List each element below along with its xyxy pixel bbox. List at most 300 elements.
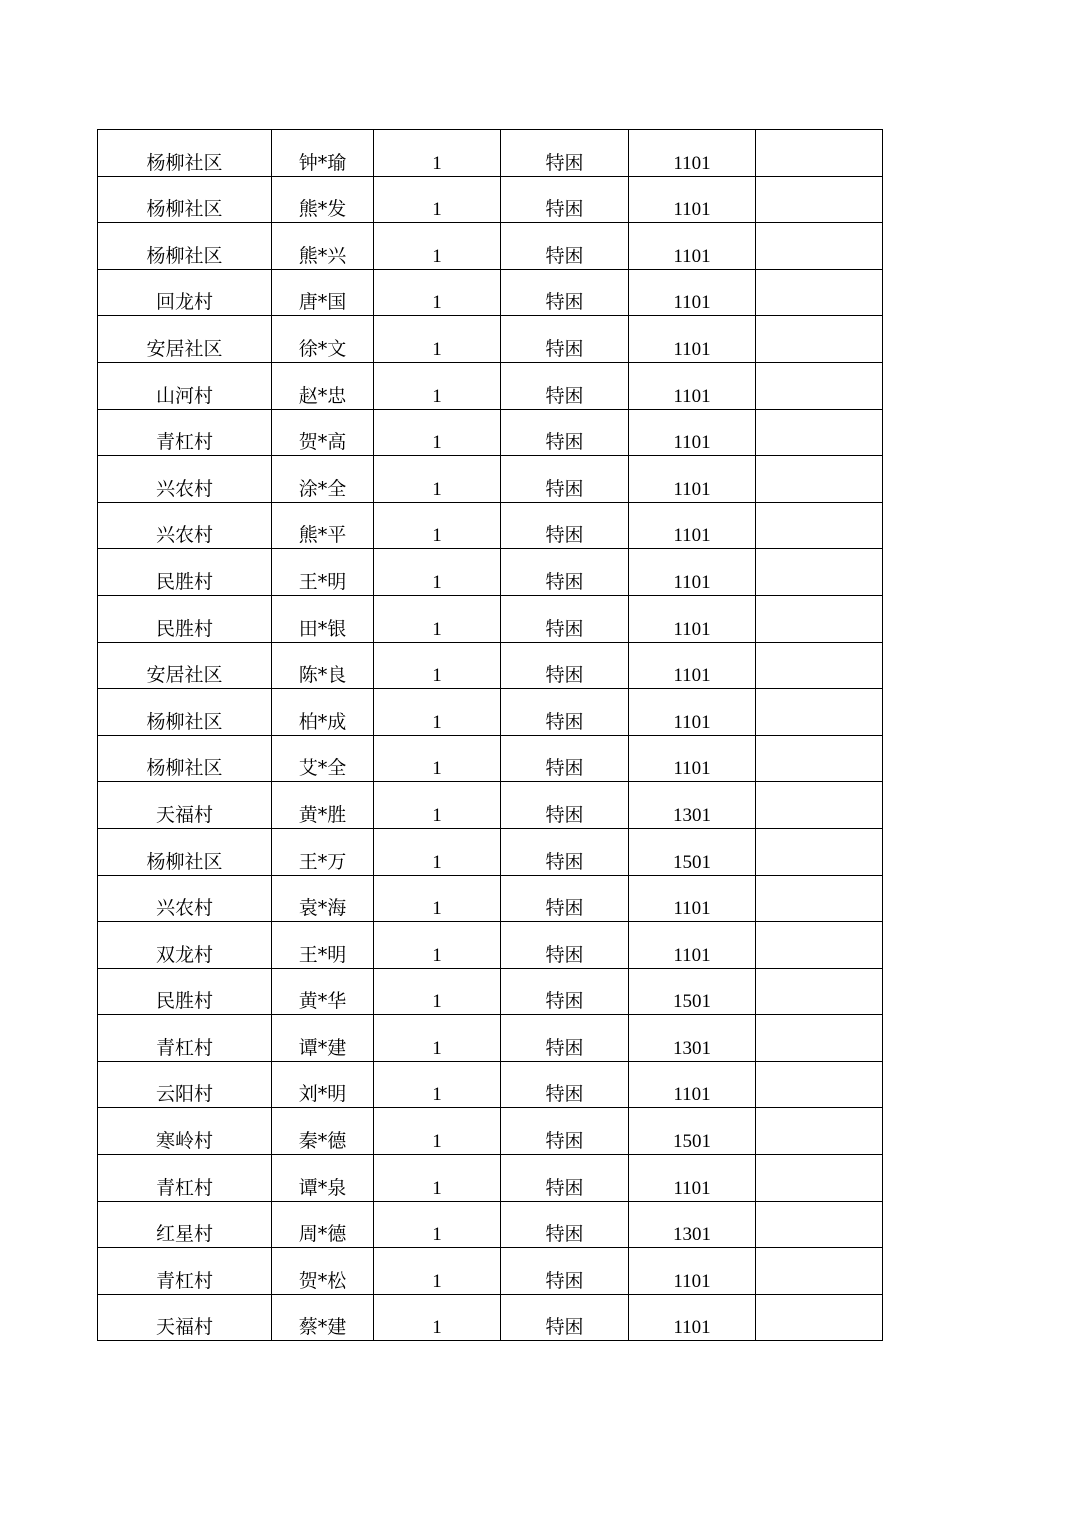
count-cell xyxy=(374,176,501,223)
village-cell-text: 民胜村 xyxy=(155,617,213,640)
name-cell xyxy=(272,689,374,736)
count-cell xyxy=(374,1155,501,1202)
code-cell-text: 1501 xyxy=(673,851,711,873)
village-cell xyxy=(98,1248,272,1295)
code-cell xyxy=(629,1201,756,1248)
count-cell-text: 1 xyxy=(432,199,442,221)
name-cell xyxy=(272,409,374,456)
note-cell xyxy=(756,1108,883,1155)
name-cell xyxy=(272,316,374,363)
type-cell xyxy=(501,1108,629,1155)
name-cell-text: 陈*良 xyxy=(298,664,347,687)
type-cell xyxy=(501,968,629,1015)
village-cell xyxy=(98,1061,272,1108)
name-cell xyxy=(272,782,374,829)
code-cell-text: 1101 xyxy=(673,665,711,687)
name-cell xyxy=(272,1155,374,1202)
count-cell xyxy=(374,502,501,549)
name-cell-text: 唐*国 xyxy=(298,291,347,314)
name-cell xyxy=(272,130,374,177)
code-cell-text: 1101 xyxy=(673,758,711,780)
code-cell-text: 1101 xyxy=(673,525,711,547)
code-cell xyxy=(629,1294,756,1341)
code-cell-text: 1101 xyxy=(673,711,711,733)
name-cell xyxy=(272,642,374,689)
table-row xyxy=(98,1248,883,1295)
count-cell xyxy=(374,595,501,642)
count-cell-text: 1 xyxy=(432,525,442,547)
count-cell xyxy=(374,735,501,782)
name-cell-text: 王*明 xyxy=(298,943,347,966)
code-cell-text: 1101 xyxy=(673,944,711,966)
count-cell-text: 1 xyxy=(432,1317,442,1339)
type-cell xyxy=(501,875,629,922)
type-cell xyxy=(501,409,629,456)
code-cell-text: 1501 xyxy=(673,991,711,1013)
code-cell xyxy=(629,456,756,503)
type-cell-text: 特困 xyxy=(545,431,584,454)
note-cell xyxy=(756,782,883,829)
code-cell xyxy=(629,409,756,456)
type-cell-text: 特困 xyxy=(545,710,584,733)
type-cell xyxy=(501,922,629,969)
code-cell-text: 1101 xyxy=(673,1317,711,1339)
code-cell-text: 1101 xyxy=(673,245,711,267)
code-cell-text: 1301 xyxy=(673,804,711,826)
name-cell xyxy=(272,968,374,1015)
code-cell-text: 1501 xyxy=(673,1131,711,1153)
name-cell-text: 熊*兴 xyxy=(298,244,347,267)
note-cell xyxy=(756,642,883,689)
type-cell xyxy=(501,456,629,503)
village-cell-text: 民胜村 xyxy=(155,990,213,1013)
table-row xyxy=(98,642,883,689)
village-cell xyxy=(98,362,272,409)
name-cell-text: 熊*发 xyxy=(298,198,347,221)
note-cell xyxy=(756,130,883,177)
type-cell-text: 特困 xyxy=(545,1176,584,1199)
count-cell-text: 1 xyxy=(432,991,442,1013)
village-cell-text: 天福村 xyxy=(155,803,213,826)
type-cell xyxy=(501,828,629,875)
type-cell-text: 特困 xyxy=(545,198,584,221)
type-cell xyxy=(501,176,629,223)
village-cell-text: 寒岭村 xyxy=(155,1130,213,1153)
name-cell-text: 艾*全 xyxy=(298,757,347,780)
village-cell-text: 红星村 xyxy=(155,1223,213,1246)
code-cell xyxy=(629,269,756,316)
type-cell-text: 特困 xyxy=(545,244,584,267)
village-cell xyxy=(98,316,272,363)
type-cell-text: 特困 xyxy=(545,1269,584,1292)
count-cell-text: 1 xyxy=(432,1270,442,1292)
name-cell xyxy=(272,269,374,316)
name-cell-text: 柏*成 xyxy=(298,710,347,733)
type-cell xyxy=(501,1155,629,1202)
table-row xyxy=(98,362,883,409)
count-cell-text: 1 xyxy=(432,851,442,873)
count-cell xyxy=(374,782,501,829)
name-cell-text: 徐*文 xyxy=(298,337,347,360)
table-row xyxy=(98,968,883,1015)
name-cell-text: 王*万 xyxy=(298,850,347,873)
name-cell xyxy=(272,176,374,223)
village-cell xyxy=(98,642,272,689)
count-cell xyxy=(374,875,501,922)
village-cell xyxy=(98,1201,272,1248)
name-cell-text: 田*银 xyxy=(298,617,347,640)
village-cell xyxy=(98,223,272,270)
type-cell-text: 特困 xyxy=(545,664,584,687)
note-cell xyxy=(756,1201,883,1248)
village-cell-text: 杨柳社区 xyxy=(146,757,223,780)
note-cell xyxy=(756,1015,883,1062)
village-cell xyxy=(98,1108,272,1155)
note-cell xyxy=(756,456,883,503)
name-cell xyxy=(272,549,374,596)
count-cell-text: 1 xyxy=(432,385,442,407)
type-cell xyxy=(501,549,629,596)
table-row xyxy=(98,875,883,922)
table-row xyxy=(98,1201,883,1248)
table-body xyxy=(98,130,883,1341)
village-cell-text: 兴农村 xyxy=(155,477,213,500)
village-cell-text: 杨柳社区 xyxy=(146,151,223,174)
name-cell xyxy=(272,362,374,409)
note-cell xyxy=(756,316,883,363)
code-cell xyxy=(629,223,756,270)
code-cell-text: 1101 xyxy=(673,1270,711,1292)
code-cell-text: 1101 xyxy=(673,898,711,920)
type-cell xyxy=(501,735,629,782)
table-row xyxy=(98,922,883,969)
type-cell xyxy=(501,782,629,829)
type-cell-text: 特困 xyxy=(545,850,584,873)
type-cell xyxy=(501,223,629,270)
village-cell xyxy=(98,1015,272,1062)
type-cell-text: 特困 xyxy=(545,477,584,500)
code-cell xyxy=(629,316,756,363)
village-cell xyxy=(98,1294,272,1341)
type-cell xyxy=(501,316,629,363)
table-row xyxy=(98,130,883,177)
name-cell-text: 刘*明 xyxy=(298,1083,347,1106)
village-cell xyxy=(98,1155,272,1202)
village-cell xyxy=(98,549,272,596)
note-cell xyxy=(756,502,883,549)
village-cell-text: 兴农村 xyxy=(155,897,213,920)
name-cell-text: 王*明 xyxy=(298,570,347,593)
count-cell xyxy=(374,689,501,736)
count-cell xyxy=(374,1201,501,1248)
table-row xyxy=(98,223,883,270)
note-cell xyxy=(756,176,883,223)
count-cell xyxy=(374,130,501,177)
table-row xyxy=(98,502,883,549)
type-cell xyxy=(501,1201,629,1248)
code-cell xyxy=(629,1108,756,1155)
type-cell-text: 特困 xyxy=(545,990,584,1013)
type-cell-text: 特困 xyxy=(545,570,584,593)
name-cell xyxy=(272,735,374,782)
type-cell xyxy=(501,130,629,177)
count-cell xyxy=(374,1248,501,1295)
note-cell xyxy=(756,409,883,456)
village-cell-text: 回龙村 xyxy=(155,291,213,314)
type-cell xyxy=(501,269,629,316)
name-cell xyxy=(272,828,374,875)
name-cell xyxy=(272,595,374,642)
count-cell-text: 1 xyxy=(432,245,442,267)
name-cell xyxy=(272,1201,374,1248)
code-cell xyxy=(629,922,756,969)
village-cell xyxy=(98,689,272,736)
code-cell xyxy=(629,1061,756,1108)
code-cell xyxy=(629,362,756,409)
village-cell-text: 双龙村 xyxy=(155,943,213,966)
name-cell xyxy=(272,1108,374,1155)
type-cell xyxy=(501,1015,629,1062)
code-cell xyxy=(629,642,756,689)
count-cell-text: 1 xyxy=(432,665,442,687)
count-cell-text: 1 xyxy=(432,804,442,826)
count-cell xyxy=(374,828,501,875)
count-cell-text: 1 xyxy=(432,758,442,780)
village-cell-text: 云阳村 xyxy=(155,1083,213,1106)
name-cell xyxy=(272,922,374,969)
note-cell xyxy=(756,922,883,969)
note-cell xyxy=(756,362,883,409)
count-cell xyxy=(374,223,501,270)
count-cell xyxy=(374,362,501,409)
type-cell-text: 特困 xyxy=(545,943,584,966)
type-cell-text: 特困 xyxy=(545,291,584,314)
type-cell-text: 特困 xyxy=(545,384,584,407)
table-row xyxy=(98,735,883,782)
type-cell-text: 特困 xyxy=(545,1083,584,1106)
type-cell-text: 特困 xyxy=(545,1223,584,1246)
table-row xyxy=(98,549,883,596)
note-cell xyxy=(756,1248,883,1295)
village-cell-text: 青杠村 xyxy=(155,1036,213,1059)
code-cell-text: 1301 xyxy=(673,1037,711,1059)
note-cell xyxy=(756,968,883,1015)
name-cell-text: 袁*海 xyxy=(298,897,347,920)
count-cell-text: 1 xyxy=(432,1177,442,1199)
village-cell-text: 杨柳社区 xyxy=(146,710,223,733)
type-cell xyxy=(501,362,629,409)
count-cell xyxy=(374,549,501,596)
type-cell-text: 特困 xyxy=(545,337,584,360)
village-cell xyxy=(98,828,272,875)
village-cell xyxy=(98,409,272,456)
name-cell-text: 谭*泉 xyxy=(298,1176,347,1199)
village-cell xyxy=(98,782,272,829)
code-cell xyxy=(629,1015,756,1062)
village-cell xyxy=(98,922,272,969)
type-cell-text: 特困 xyxy=(545,1130,584,1153)
code-cell xyxy=(629,1248,756,1295)
name-cell xyxy=(272,502,374,549)
village-cell xyxy=(98,130,272,177)
village-cell-text: 山河村 xyxy=(155,384,213,407)
count-cell-text: 1 xyxy=(432,898,442,920)
type-cell xyxy=(501,1248,629,1295)
name-cell-text: 周*德 xyxy=(298,1223,347,1246)
count-cell xyxy=(374,968,501,1015)
count-cell-text: 1 xyxy=(432,292,442,314)
name-cell-text: 赵*忠 xyxy=(298,384,347,407)
name-cell-text: 谭*建 xyxy=(298,1036,347,1059)
count-cell-text: 1 xyxy=(432,432,442,454)
code-cell-text: 1301 xyxy=(673,1224,711,1246)
note-cell xyxy=(756,689,883,736)
type-cell xyxy=(501,1061,629,1108)
village-cell-text: 青杠村 xyxy=(155,1269,213,1292)
type-cell xyxy=(501,595,629,642)
type-cell-text: 特困 xyxy=(545,1036,584,1059)
village-cell-text: 天福村 xyxy=(155,1316,213,1339)
table-row xyxy=(98,316,883,363)
village-cell-text: 安居社区 xyxy=(146,664,223,687)
note-cell xyxy=(756,269,883,316)
code-cell xyxy=(629,502,756,549)
table-row xyxy=(98,456,883,503)
code-cell-text: 1101 xyxy=(673,1084,711,1106)
name-cell-text: 黄*胜 xyxy=(298,803,347,826)
note-cell xyxy=(756,549,883,596)
count-cell xyxy=(374,316,501,363)
name-cell-text: 涂*全 xyxy=(298,477,347,500)
village-cell xyxy=(98,735,272,782)
village-cell xyxy=(98,176,272,223)
count-cell xyxy=(374,269,501,316)
table-row xyxy=(98,176,883,223)
name-cell xyxy=(272,1015,374,1062)
type-cell-text: 特困 xyxy=(545,757,584,780)
name-cell-text: 贺*松 xyxy=(298,1269,347,1292)
name-cell xyxy=(272,1061,374,1108)
count-cell-text: 1 xyxy=(432,944,442,966)
village-cell-text: 杨柳社区 xyxy=(146,198,223,221)
code-cell xyxy=(629,689,756,736)
name-cell xyxy=(272,1248,374,1295)
table-row xyxy=(98,689,883,736)
type-cell-text: 特困 xyxy=(545,524,584,547)
count-cell-text: 1 xyxy=(432,152,442,174)
code-cell xyxy=(629,875,756,922)
code-cell-text: 1101 xyxy=(673,618,711,640)
code-cell xyxy=(629,782,756,829)
note-cell xyxy=(756,875,883,922)
note-cell xyxy=(756,223,883,270)
name-cell xyxy=(272,1294,374,1341)
type-cell-text: 特困 xyxy=(545,151,584,174)
count-cell xyxy=(374,1108,501,1155)
name-cell-text: 黄*华 xyxy=(298,990,347,1013)
code-cell-text: 1101 xyxy=(673,338,711,360)
village-cell xyxy=(98,595,272,642)
code-cell xyxy=(629,968,756,1015)
village-cell xyxy=(98,502,272,549)
code-cell xyxy=(629,176,756,223)
village-cell xyxy=(98,269,272,316)
code-cell xyxy=(629,549,756,596)
count-cell xyxy=(374,409,501,456)
count-cell-text: 1 xyxy=(432,1131,442,1153)
type-cell-text: 特困 xyxy=(545,617,584,640)
village-cell xyxy=(98,875,272,922)
code-cell-text: 1101 xyxy=(673,1177,711,1199)
village-cell-text: 杨柳社区 xyxy=(146,244,223,267)
village-cell-text: 青杠村 xyxy=(155,1176,213,1199)
table-row xyxy=(98,269,883,316)
village-cell-text: 安居社区 xyxy=(146,337,223,360)
note-cell xyxy=(756,595,883,642)
count-cell-text: 1 xyxy=(432,1224,442,1246)
code-cell-text: 1101 xyxy=(673,292,711,314)
code-cell xyxy=(629,595,756,642)
code-cell xyxy=(629,1155,756,1202)
village-cell-text: 民胜村 xyxy=(155,570,213,593)
village-cell-text: 青杠村 xyxy=(155,431,213,454)
type-cell-text: 特困 xyxy=(545,897,584,920)
name-cell-text: 秦*德 xyxy=(298,1130,347,1153)
code-cell-text: 1101 xyxy=(673,432,711,454)
village-cell xyxy=(98,456,272,503)
count-cell-text: 1 xyxy=(432,1084,442,1106)
village-cell-text: 兴农村 xyxy=(155,524,213,547)
type-cell-text: 特困 xyxy=(545,1316,584,1339)
name-cell-text: 蔡*建 xyxy=(298,1316,347,1339)
table-row xyxy=(98,1294,883,1341)
count-cell xyxy=(374,642,501,689)
count-cell xyxy=(374,922,501,969)
table-row xyxy=(98,1155,883,1202)
code-cell xyxy=(629,828,756,875)
code-cell-text: 1101 xyxy=(673,385,711,407)
code-cell xyxy=(629,735,756,782)
type-cell xyxy=(501,689,629,736)
type-cell xyxy=(501,642,629,689)
data-table xyxy=(97,129,883,1341)
count-cell xyxy=(374,1061,501,1108)
note-cell xyxy=(756,1294,883,1341)
table-row xyxy=(98,1061,883,1108)
code-cell-text: 1101 xyxy=(673,199,711,221)
note-cell xyxy=(756,1155,883,1202)
table-row xyxy=(98,1108,883,1155)
count-cell-text: 1 xyxy=(432,478,442,500)
code-cell-text: 1101 xyxy=(673,571,711,593)
code-cell-text: 1101 xyxy=(673,152,711,174)
count-cell-text: 1 xyxy=(432,711,442,733)
table-row xyxy=(98,782,883,829)
village-cell-text: 杨柳社区 xyxy=(146,850,223,873)
count-cell-text: 1 xyxy=(432,618,442,640)
name-cell xyxy=(272,875,374,922)
type-cell-text: 特困 xyxy=(545,803,584,826)
code-cell xyxy=(629,130,756,177)
count-cell xyxy=(374,456,501,503)
type-cell xyxy=(501,502,629,549)
name-cell-text: 贺*高 xyxy=(298,431,347,454)
count-cell xyxy=(374,1294,501,1341)
name-cell xyxy=(272,456,374,503)
name-cell xyxy=(272,223,374,270)
name-cell-text: 钟*瑜 xyxy=(298,151,347,174)
note-cell xyxy=(756,735,883,782)
